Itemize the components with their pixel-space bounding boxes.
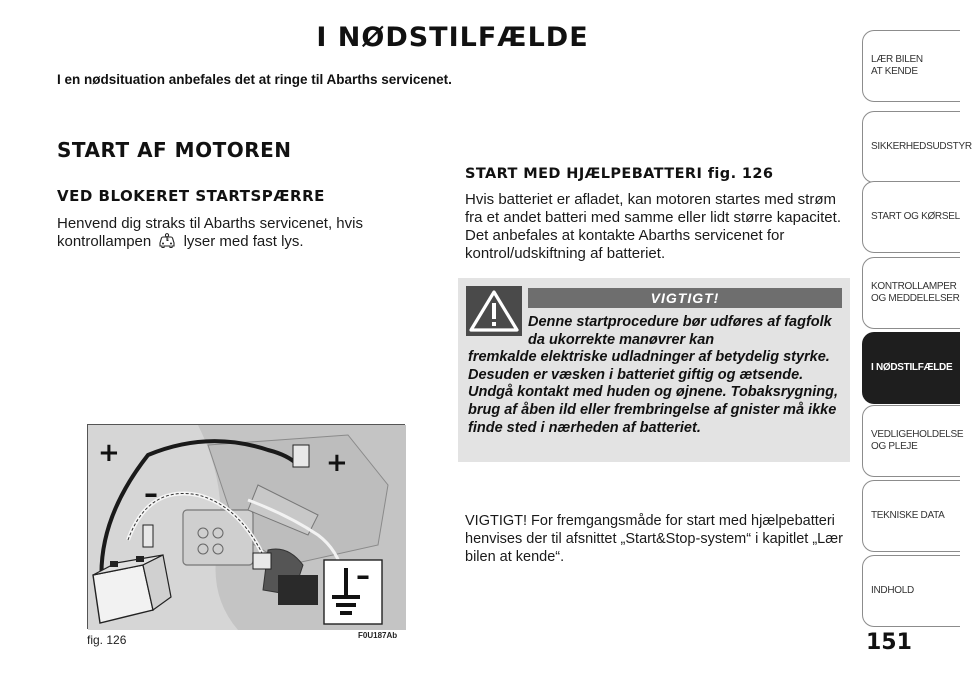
paragraph-text-start: Henvend dig straks til Abarths servicenet, hvis kontrollampen — [57, 215, 363, 250]
page-title: I NØDSTILFÆLDE — [316, 22, 589, 53]
section-title: START AF MOTOREN — [57, 138, 292, 162]
minus-label-left: – — [144, 477, 158, 510]
jump-start-figure — [87, 424, 405, 629]
tab-label: INDHOLD — [871, 585, 914, 596]
jump-start-illustration — [88, 425, 406, 630]
tab-kontrollamper[interactable] — [862, 257, 960, 329]
tab-label: SIKKERHEDSUDSTYR — [871, 141, 972, 152]
figure-code: F0U187Ab — [358, 631, 398, 640]
sub-title: VED BLOKERET STARTSPÆRRE — [57, 187, 325, 205]
chapter-sidebar — [858, 0, 972, 677]
tab-label: KONTROLLAMPER OG MEDDELELSER — [871, 281, 960, 304]
intro-text: I en nødsituation anbefales det at ringe til Abarths servicenet. — [57, 72, 452, 87]
tab-label: VEDLIGEHOLDELSE OG PLEJE — [871, 429, 964, 452]
tab-sikkerhedsudstyr[interactable] — [862, 111, 972, 183]
page-number: 151 — [866, 630, 912, 655]
tab-label: START OG KØRSEL — [871, 211, 960, 222]
warning-text — [468, 314, 844, 437]
tab-start-og-korsel[interactable] — [862, 181, 960, 253]
tab-vedligeholdelse[interactable] — [862, 405, 964, 477]
paragraph-text-end: lyser med fast lys. — [183, 233, 304, 250]
warning-body: fremkalde elektriske udladninger af betydelig styrke. Desuden er væsken i batteriet giftig og ætsende. Undgå kontakt med huden og øjnene. Tobaksrygning, brug af åben ild eller frembringelse af gnister må ikke finde sted i nærheden af batteriet. — [468, 349, 839, 436]
tab-indhold[interactable] — [862, 555, 960, 627]
tab-label: LÆR BILEN AT KENDE — [871, 54, 923, 77]
minus-label-ground: – — [356, 559, 370, 592]
tab-tekniske-data[interactable] — [862, 480, 960, 552]
warning-box — [458, 278, 850, 462]
booster-battery-paragraph: Hvis batteriet er afladet, kan motoren startes med strøm fra et andet batteri med samme eller lidt større kapacitet. Det anbefales at kontakte Abarths servicenet for kontrol/udskiftning af batteriet. — [465, 191, 841, 262]
warning-header: VIGTIGT! — [528, 288, 842, 308]
tab-i-nodstilfaelde[interactable] — [862, 332, 960, 404]
start-stop-note: VIGTIGT! For fremgangsmåde for start med hjælpebatteri henvises der til afsnittet „Start&Stop-system“ i kapitlet „Lær bilen at kende“. — [465, 513, 843, 565]
plus-label-left: + — [98, 438, 120, 468]
warning-lead: Denne startprocedure bør udføres af fagfolk da ukorrekte manøvrer kan — [528, 314, 832, 348]
booster-battery-title: START MED HJÆLPEBATTERI fig. 126 — [465, 166, 774, 182]
tab-label: TEKNISKE DATA — [871, 510, 945, 521]
tab-laer-bilen-at-kende[interactable] — [862, 30, 960, 102]
car-key-warning-icon — [158, 233, 176, 249]
figure-label: fig. 126 — [87, 633, 127, 647]
immobilizer-paragraph — [57, 215, 402, 251]
tab-label: I NØDSTILFÆLDE — [871, 362, 953, 373]
plus-label-right: + — [326, 448, 348, 478]
